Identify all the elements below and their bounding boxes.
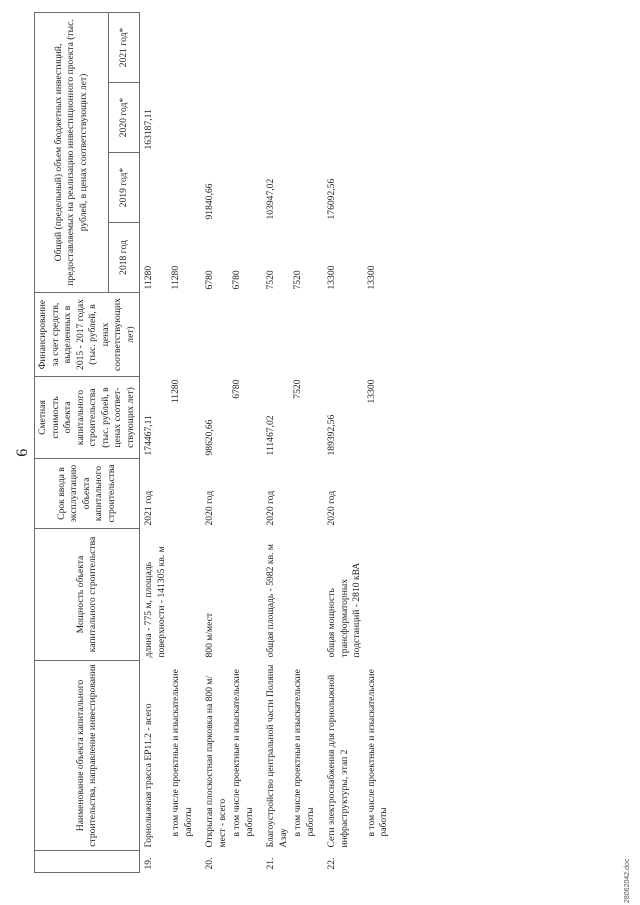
- row-name: Сети электроснабжения для горнолыжной инфраструктуры, этап 2: [326, 674, 350, 848]
- header-estimated-cost: Сметная стоимость объекта капитального строительства (тыс. рублей, в ценах соответ-ствующих лет): [35, 377, 140, 459]
- subrow-estimated-cost: 7520: [292, 379, 303, 399]
- header-capacity: Мощность объекта капитального строительства: [35, 529, 140, 661]
- header-commissioning: Срок ввода в эксплуатацию объекта капитального строительства: [35, 459, 140, 529]
- row-estimated-cost: 174467,11: [143, 415, 154, 456]
- row-estimated-cost: 111467,02: [265, 415, 276, 456]
- subrow-estimated-cost: 13300: [365, 379, 377, 404]
- row-2019: 176092,56: [326, 178, 337, 220]
- row-2020: 163187,11: [143, 109, 154, 150]
- row-2018: 11280: [143, 265, 154, 290]
- row-commissioning: 2020 год: [204, 490, 215, 526]
- header-total-volume: Общий (предельный) объем бюджетных инвестиций, предоставляемых на реализацию инвестиционного проекта (тыс. рублей, в ценах соответствующих лет): [35, 12, 109, 292]
- row-number: 22.: [326, 857, 337, 870]
- row-estimated-cost: 98620,66: [204, 419, 215, 456]
- row-2021: [140, 12, 169, 82]
- row-2019: 91840,66: [204, 183, 215, 220]
- subrow-2018: 13300: [365, 265, 377, 290]
- row-2020: [201, 83, 230, 153]
- header-year-2021: 2021 год*: [109, 12, 140, 82]
- row-financing: [262, 293, 291, 377]
- footer-filename: 28062042.doc: [624, 858, 631, 903]
- row-capacity: длина - 775 м, площадь поверхности - 141305 кв. м: [143, 546, 167, 658]
- row-capacity: общая мощность трансформаторных подстанций - 2810 кВА: [326, 562, 362, 658]
- row-2021: [323, 12, 365, 82]
- row-financing: [323, 293, 365, 377]
- row-2018: 13300: [326, 265, 337, 290]
- row-number: 20.: [204, 857, 215, 870]
- subrow-2018: 7520: [292, 270, 303, 290]
- subrow-2018: 6780: [231, 270, 242, 290]
- row-financing: [140, 293, 169, 377]
- subrow-name: в том числе проектные и изыскательские работы: [365, 669, 389, 837]
- row-2019: 103947,02: [265, 178, 276, 220]
- subrow-estimated-cost: 6780: [231, 379, 242, 399]
- row-2020: [262, 83, 291, 153]
- subrow-name: в том числе проектные и изыскательские работы: [292, 669, 316, 837]
- header-year-2018: 2018 год: [109, 223, 140, 293]
- subrow-name: в том числе проектные и изыскательские работы: [170, 669, 194, 837]
- row-capacity: общая площадь - 5982 кв. м: [265, 544, 276, 658]
- row-commissioning: 2020 год: [326, 490, 337, 526]
- row-2021: [201, 12, 230, 82]
- row-2018: 7520: [265, 270, 276, 290]
- row-commissioning: 2021 год: [143, 490, 154, 526]
- row-2019: [140, 153, 169, 223]
- table-row: [140, 12, 169, 872]
- header-financing-2015-2017: Финансирование за счет средств, выделенных в 2015 - 2017 годах (тыс. рублей, в ценах соответствующих лет): [35, 293, 140, 377]
- table-row: [262, 12, 291, 872]
- subrow-name: в том числе проектные и изыскательские работы: [231, 669, 255, 837]
- table-row: [323, 12, 365, 872]
- table-row: [201, 12, 230, 872]
- table-subrow: [365, 12, 397, 872]
- row-name: Горнолыжная трасса ЕР11.2 - всего: [143, 703, 154, 848]
- header-name: Наименование объекта капитального строительства, направление инвестирования: [35, 661, 140, 851]
- subrow-estimated-cost: 11280: [170, 379, 181, 404]
- page-number: 6: [14, 448, 31, 457]
- row-number: 19.: [143, 857, 154, 870]
- header-num: [35, 851, 140, 873]
- row-financing: [201, 293, 230, 377]
- row-estimated-cost: 189392,56: [326, 414, 337, 456]
- row-commissioning: 2020 год: [265, 490, 276, 526]
- investment-table: [34, 12, 397, 873]
- row-2018: 6780: [204, 270, 215, 290]
- table-subrow: [230, 12, 262, 872]
- row-2021: [262, 12, 291, 82]
- table-subrow: [169, 12, 201, 872]
- row-number: 21.: [265, 857, 276, 870]
- row-name: Открытая плоскостная парковка на 800 м/мест - всего: [204, 675, 228, 848]
- subrow-2018: 11280: [170, 265, 181, 290]
- header-year-2019: 2019 год*: [109, 153, 140, 223]
- table-subrow: [291, 12, 323, 872]
- row-name: Благоустройство центральной части Поляны Азау: [265, 664, 289, 848]
- row-2020: [323, 83, 365, 153]
- header-year-2020: 2020 год*: [109, 83, 140, 153]
- row-capacity: 800 м/мест: [204, 612, 215, 658]
